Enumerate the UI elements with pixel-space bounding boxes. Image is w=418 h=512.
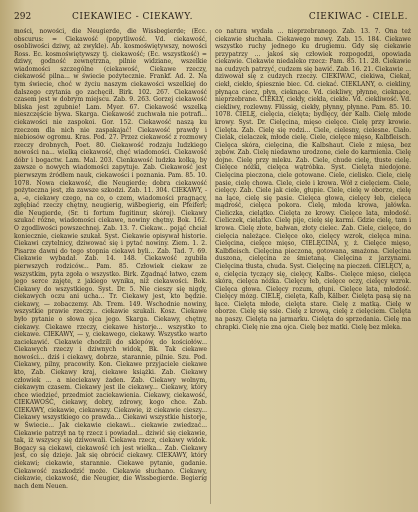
left-column-text: mości, nowości, die Neugierde, die Wissbegierde; (Ecc. obscurus: = Ciekawość (popytliwość. Vd. ciekawość, osobliwości dziwy, aż zwykle). Ab. kosmoświętywszy, nowości Ross. Ec. kosmoświętywszy tj. ciekawość; (Ec. wszystkość) = dziwy, godność zewnętrzna, pilnie widziane, wszelkie wiadomości szczególne (ciekawość, Ciekawe rzeczy, ciekawość pilna... w świecie pożytecznie. Frankf. Ad. 2. Na tym świecie, choć w życiu naszym ciekawości wszelkiej do dalszego czytania go zachęcił. Birk. 102. 267. Ciekawość czasem jest w dobrym miejscu. Zab. 9. 263. Gorzej ciekawość bliska jest zgubnie! Lam. Myer. 67. Ciekawość wszelką nieszczęście bywa. Skarga. Ciekawość zuchwała nie potrafi... ciekawości nie zaspokoi. Gor. 152. Ciekawość naszą ku rzeczom dla nich nie zaspakajać! Ciekawość prawdy i niebiosów ogromu. Kras. Pod. 27. Przez ciekawość z rozmowy rzeczy drobnych, Poet. 80. Ciekawość rodzaju ludzkiego nowości na... wielką ciekawość, chęć wiadomości. Ciekawość dóbr i bogactw. Lam. Mal. 203. Cienkawość ludzka kolką, by zawsze o nowych wiadomości zapytuje. Zab. Ciekawość jest pierwszym źródłem nauk, ciekawości i poznania. Pam. 85. 10. 1078. Nowa ciekawość, die Neugierde; dobra ciekawość pożyteczna jest, zła zawsze szkodzi. Zab. 11. 304. CIEKAWY, -a, -e, ciekawy czego, na co, o czem, wiadomości pragnący, zgłębiać rzeczy chętny, neugierig, wißbegierig, ein Pfeiferl; die Neugierde, (Sr. ti fortum fugitinur, skórej). Ciekawy szukać różne, wiadomości ciekawe, nowiny chętny. Bok. 162. O zgodliwości powszechnej. Zab. 13. 7. Ciekaw... pojąć chciał koniecznie, ciekawie szukał. Syst. Ciekawie opisywał historie. Ciekawi czytelnicy, dziwować się i pytać nowiny. Ziem. 1. 2. Pisarze dawni do tego stopnia ciekawi byli... Zab. Tad. 7. 69. Ciekawie wybadał. Zab. 14. 148. Ciekawość zgubiła pierwszych rodziców... Pam. 85. Człowiek ciekaw ze wszystkim, pyta zgoła o wszystko. Birk. Zgadnąć łatwo, czem jego serce zajęte, z jakiego wynika, niż ciekawości. Bok. Ciekawy do wszystkiego. Syst. Dr. 5. Nie cieszy się nigdy, ciekawych oczu ani ucha... Tr. Ciekawy jest, kto będzie. ciekawy, — zobaczemy. Ab. Trem. 149. Wschodnie nowiny, wszystkie prawie rzeczy... ciekawie szukali. Kosz. Ciekawe było pytanie o słowa ojca jego. Skarga. Ciekawy, chętny, ciekawy. Ciekawe rzeczy, ciekawe historje... wszystko to ciekawe. CIEKAWY, — y, ciekawego, ciekawy. Wszystko warto zaciekawić. Ciekawie chodzili do sklepów, do kościołów... Ciekawych rzeczy i dziwnych widok, Bk. Tak ciekawe nowości... dziś i ciekawy, dobrze, starannie, pilnie. Szu. Pod. Ciekawy, pilny, pracowity. Kon. Ciekawe przyjaciele ciekawe kto, Zab. Ciekawy kraj, ciekawe książki. Zab. Ciekawy człowiek ... a nieciekawy żaden. Zab. Ciekawy wolnym, ciekawym czasem. Ciekawy jest ile ciekawy... Ciekawy, który chce wiedzieć, przedmiot zaciekawienia. Ciekawy, ciekawość, CIEKAWOŚĆ, ciekawy, dobry, zdrowy, kogo chce. Zab. CIEKAWY, ciekawie, ciekawszy. Ciekawie, iż ciekawie cieszy... Ciekawy wszystkiego co prawda... Ciekawi wszystkie historje, w Świecie... Jak ciekawie ciekawi... ciekawie zwiedzać... Ciekawie patrzył na tę rzecz i powiadał... dziwić się ciekawie, tak, iż wszyscy się dziwowali. Ciekawa rzecz, ciekawy widok. Bogacy są ciekawi, ciekawość ich jest wielka... Zab. Ciekawy jest, co się dzieje. Jak się obrócić ciekawy. CIEKAWY, który ciekawi; ciekawie, starannie. Ciekawe pytanie, gadanie. Ciekawość zaszkodzić może. Ciekawie słuchano. Ciekawy, ciekawie, ciekawość, die Neugier, die Wissbegierde. Begierig nach dem Neuen. bbox=[14, 28, 207, 490]
right-column bbox=[215, 28, 411, 506]
column-divider bbox=[210, 30, 211, 504]
page-number: 292 bbox=[14, 12, 32, 22]
right-running-head: CIEKIWAC - CIELE. bbox=[308, 12, 408, 22]
right-column-text: co natura wydała ... nieprzebranego. Zab. 13. 7. Ona też ciekawie słuchała. Ciekawego mowy. Zab. 15. 184. Ciekawe wszystko ruchy jednego ku drugiemu. Gdy się ciekawie przypatrzy ... jakoś się człowiek rozpogodzi, opowiada ciekawie. Ciekawie niedaleko rzecz: Pam. 85. 11. 28. Ciekawie na cudzych patrzyć, cudzem się bawić. Zab. 16. 21. Ciekawie ... dziwował się z cudzych rzeczy. CIEKIWAC, ciekiwa, Ciekał, ciekł, ciekło, śpiesznie biec. Cd. ciekać. CIEKLANY, o. ciekliny, płynąca ciecz, płyn, cieknące. Vd. ciekliwy, płynne, cieknące, nieprzebrane. CIEKŁY, ciekły, ciekła, ciekłe. Vd. ciekliwość. Vd. ciekliwy, rozlewny. Flüssig, ciekły, płynny, płynne. Pam. 85. 10. 1078. CIELĘ, cielęcia, cielęta; bydlęcy, der Kalb. Cielę młode krowy. Syst. Dr. Cielęcina, mięso cielęce. Cielę przy krowie. Cielęta. Zab. Cielę się rodzi... Ciele, cielesny, cielesne. Ciało. Cielak, cielaczek, młode cielę. Ciele, cielęce mięso, Kalbfleisch. Cielęca skóra, cielęcina, die Kalbshaut. Ciele z mięsa, bez zębów. Zab. Cielę niedawno urodzone, ciele do karmienia. Cielę dojne. Cielę przy mleku. Zab. Ciele, chude cielę, tłuste cielę. Cielęce nóżki, cielęca wątróbka. Syst. Cielęta niedojone. Cielęcina pieczona, ciele gotowane. Ciele, cielisko. Ciele, cielę pasie, cielę chowa. Ciele, ciele i krowa. Wół z cielęciem. Ciele, cielęcy. Zab. Ciele jak ciele, głupie. Ciele, cielę w oborze, cielę na łące, cielę się pasie. Cielęca głowa, cielęcy łeb, cielęca mądrość, cielęca pokora. Cielę, młoda krowa, jałówka. Cieliczka, cielątko. Cielęta ze krowy. Cielęce lata, młodość. Cieliczek, cielątko. Cielę pije, cielę się karmi. Gdzie cielę, tam i krowa. Cielę złote, bałwan, złoty cielec. Zab. Ciele, cielęce, do cielęcia należące. Cielęce oko, cielęcy wzrok, cielęca mina. Cielęcina, cielęce mięso, CIELĘCINA, y, ż. Cielęce mięso, Kalbfleisch. Cielęcina pieczona, gotowana, smażona. Cielęcina duszona, cielęcina ze śmietaną. Cielęcina z jarzynami. Cielęcina tłusta, chuda. Syst. Cielęcinę na pieczeń. CIELĘCY, a, e, cielęcia tyczący się, cielęcy, Kalbs-. Cielęce mięso, cielęca skóra, cielęca nóżka. Cielęcy łeb, cielęce oczy, cielęcy wzrok. Cielęca głowa. Cielęcy rozum, głupi. Cielęce lata, młodość. Cielęcy mózg. CIELĘ, cielęta, Kalb, Kälber. Cielęta pasą się na łące. Cielęta młode, cielęta stare. Cielę z matką. Cielę w oborze. Cielę się ssie. Cielę z krową, cielę z cielęciem. Cielęta na paszy. Cielęta na jarmarku. Cielęta do sprzedania. Cielę ma chrapki. Cielę nie zna ojca. Cielę bez matki. Cielę bez mleka. bbox=[215, 28, 411, 331]
left-running-head: CIEKAWIEC - CIEKAWY. bbox=[72, 12, 193, 22]
page-header bbox=[14, 12, 408, 26]
left-column bbox=[14, 28, 207, 506]
